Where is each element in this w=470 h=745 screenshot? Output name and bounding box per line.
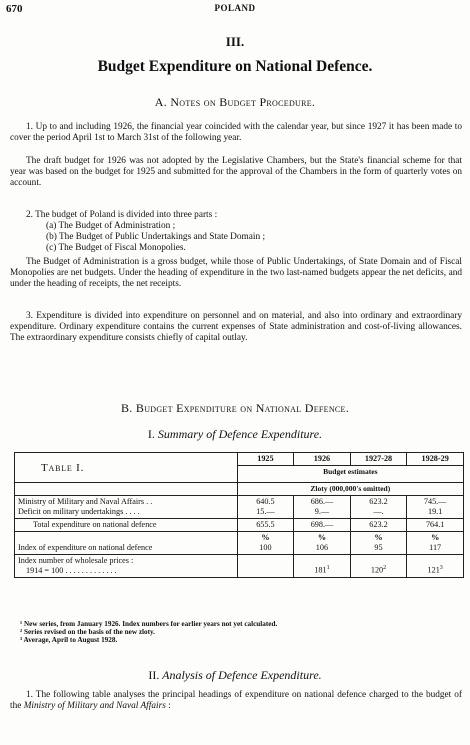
table-row-prices bbox=[15, 555, 464, 578]
table-cell: % 106 bbox=[294, 532, 350, 555]
budget-part-a: (a) The Budget of Administration ; bbox=[46, 221, 176, 231]
table-cell: $121^3$ bbox=[407, 555, 464, 578]
table-header-row bbox=[15, 453, 464, 466]
year-header: 1926 bbox=[294, 453, 350, 466]
table-cell: 745.— 19.1 bbox=[407, 496, 464, 519]
ministry-name: Ministry of Military and Naval Affairs bbox=[23, 701, 166, 711]
unit-label: Zloty (000,000's omitted) bbox=[237, 483, 463, 496]
paragraph-1-continued: The draft budget for 1926 was not adopted by the Legislative Chambers, but the State's financial scheme for that year was based on the budget for 1925 and submitted for the approval of the Chambers in the form of quarterly votes on account. bbox=[10, 156, 462, 188]
subsection-ii-number: II. bbox=[148, 668, 160, 682]
table-row-index bbox=[15, 532, 464, 555]
subsection-ii-title: Analysis of Defence Expenditure. bbox=[162, 668, 322, 682]
table-cell: 623.2 —. bbox=[350, 496, 407, 519]
paragraph-2-intro: 2. The budget of Poland is divided into three parts : bbox=[26, 210, 218, 220]
table-cell: 686.— 9.— bbox=[294, 496, 350, 519]
table-title: Table I. bbox=[15, 453, 238, 483]
analysis-paragraph: 1. The following table analyses the principal headings of expenditure on national defence charged to the budget of the Ministry of Military and Naval Affairs : bbox=[10, 690, 462, 711]
table-row bbox=[15, 483, 464, 496]
subsection-i-number: I. bbox=[147, 427, 155, 441]
row-label-prices: Index number of wholesale prices : 1914 = 100 . . . . . . . . . . . . . bbox=[15, 555, 238, 578]
year-header: 1927-28 bbox=[350, 453, 407, 466]
row-label-total: Total expenditure on national defence bbox=[15, 519, 238, 532]
table-cell bbox=[237, 555, 294, 578]
table-cell: % 100 bbox=[237, 532, 294, 555]
row-label-index: Index of expenditure on national defence bbox=[15, 532, 238, 555]
table-cell: 655.5 bbox=[237, 519, 294, 532]
footnote-2: ² Series revised on the basis of the new zloty. bbox=[20, 628, 155, 636]
table-cell: % 95 bbox=[350, 532, 407, 555]
subsection-i-heading bbox=[0, 427, 470, 442]
table-cell-blank bbox=[15, 483, 238, 496]
budget-part-b: (b) The Budget of Public Undertakings and State Domain ; bbox=[46, 232, 266, 242]
row-label-military: Ministry of Military and Naval Affairs . . bbox=[18, 497, 153, 506]
chapter-numeral: III. bbox=[225, 34, 245, 49]
running-head: POLAND bbox=[214, 3, 256, 13]
row-label-deficit: Deficit on military undertakings . . . . bbox=[18, 507, 140, 516]
subsection-i-title: Summary of Defence Expenditure. bbox=[157, 427, 323, 441]
table-cell: 623.2 bbox=[350, 519, 407, 532]
table-cell: $181^1$ bbox=[294, 555, 350, 578]
footnote-3: ³ Average, April to August 1928. bbox=[20, 636, 118, 644]
table-cell: 764.1 bbox=[407, 519, 464, 532]
paragraph-2-body: The Budget of Administration is a gross budget, while those of Public Undertakings, of State Domain and of Fiscal Monopolies are net budgets. Under the heading of expenditure in the two last-named budgets appear the net deficits, and under the heading of receipts, the net receipts. bbox=[10, 257, 462, 289]
section-b-heading: B. Budget Expenditure on National Defence. bbox=[120, 401, 350, 415]
page-title: Budget Expenditure on National Defence. bbox=[97, 58, 373, 75]
table-cell: 698.— bbox=[294, 519, 350, 532]
budget-part-c: (c) The Budget of Fiscal Monopolies. bbox=[46, 243, 186, 253]
row-label bbox=[15, 496, 238, 519]
table-row-total bbox=[15, 519, 464, 532]
table-row bbox=[15, 496, 464, 519]
section-a-heading: A. Notes on Budget Procedure. bbox=[154, 95, 316, 109]
year-header: 1925 bbox=[237, 453, 294, 466]
footnote-1: ¹ New series, from January 1926. Index numbers for earlier years not yet calculated. bbox=[20, 620, 278, 628]
table-cell: 640.5 15.— bbox=[237, 496, 294, 519]
budget-estimates-label: Budget estimates bbox=[237, 466, 463, 483]
paragraph-3: 3. Expenditure is divided into expenditure on personnel and on material, and also into ordinary and extraordinary expenditure. Ordinary expenditure contains the current expenses of State administration and cost-of-living allowances. The extraordinary expenditure consists chiefly of capital outlay. bbox=[10, 311, 462, 343]
table-cell: $120^2$ bbox=[350, 555, 407, 578]
page-number: 670 bbox=[6, 3, 23, 15]
table-cell: % 117 bbox=[407, 532, 464, 555]
year-header: 1928-29 bbox=[407, 453, 464, 466]
defence-expenditure-table bbox=[14, 452, 464, 578]
paragraph-1: 1. Up to and including 1926, the financial year coincided with the calendar year, but since 1927 it has been made to cover the period April 1st to March 31st of the following year. bbox=[10, 122, 462, 143]
subsection-ii-heading bbox=[0, 668, 470, 683]
